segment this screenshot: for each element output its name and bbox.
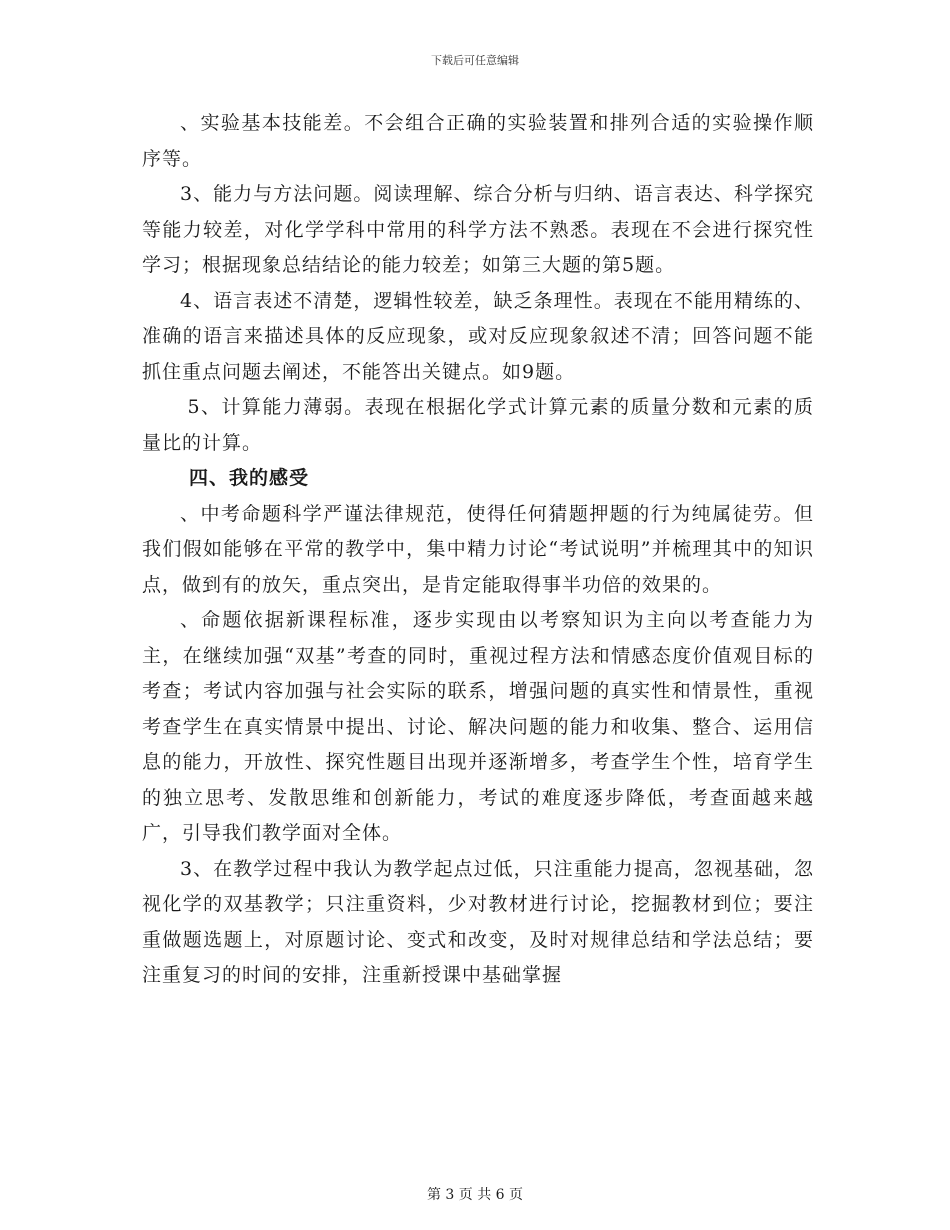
paragraph-ability-methods: 3、能力与方法问题。阅读理解、综合分析与归纳、语言表达、科学探究等能力较差，对化学学科中常用的科学方法不熟悉。表现在不会进行探究性学习；根据现象总结结论的能力较差；如第三大题的第5题。 — [142, 183, 814, 276]
page-number: 第 3 页 共 6 页 — [426, 1187, 524, 1203]
section-heading: 四、我的感受 — [189, 467, 310, 489]
document-body — [142, 106, 814, 994]
page-header: 下载后可任意编辑 — [431, 54, 519, 67]
paragraph-curriculum-standard: 、命题依据新课程标准，逐步实现由以考察知识为主向以考查能力为主，在继续加强“双基”考查的同时，重视过程方法和情感态度价值观目标的考查；考试内容加强与社会实际的联系，增强问题的真实性和情景性，重视考查学生在真实情景中提出、讨论、解决问题的能力和收集、整合、运用信息的能力，开放性、探究性题目出现并逐渐增多，考查学生个性，培育学生的独立思考、发散思维和创新能力，考试的难度逐步降低，考查面越来越广，引导我们教学面对全体。 — [142, 609, 814, 844]
paragraph-exam-design: 、中考命题科学严谨法律规范，使得任何猜题押题的行为纯属徒劳。但我们假如能够在平常的教学中，集中精力讨论“考试说明”并梳理其中的知识点，做到有的放矢，重点突出，是肯定能取得事半功倍的效果的。 — [142, 502, 814, 596]
paragraph-calculation: 5、计算能力薄弱。表现在根据化学式计算元素的质量分数和元素的质量比的计算。 — [142, 396, 815, 454]
paragraph-teaching-process: 3、在教学过程中我认为教学起点过低，只注重能力提高，忽视基础，忽视化学的双基教学；只注重资料，少对教材进行讨论，挖掘教材到位；要注重做题选题上，对原题讨论、变式和改变，及时对规律总结和学法总结；要注重复习的时间的安排，注重新授课中基础掌握 — [142, 857, 814, 986]
paragraph-language-expression: 4、语言表述不清楚，逻辑性较差，缺乏条理性。表现在不能用精练的、准确的语言来描述具体的反应现象，或对反应现象叙述不清；回答问题不能抓住重点问题去阐述，不能答出关键点。如9题。 — [142, 289, 814, 383]
paragraph-experiment-skills: 、实验基本技能差。不会组合正确的实验装置和排列合适的实验操作顺序等。 — [142, 112, 814, 170]
